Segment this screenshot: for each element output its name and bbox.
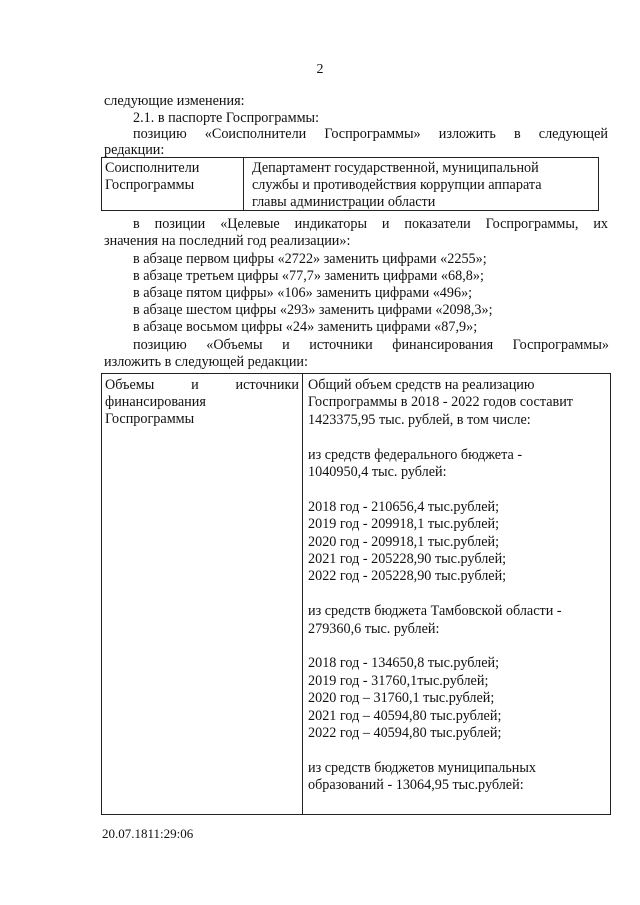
word: и bbox=[282, 337, 290, 353]
right-line: Департамент государственной, муниципальной bbox=[252, 160, 539, 176]
funding-line: 2020 год - 209918,1 тыс.рублей; bbox=[308, 533, 500, 550]
word: изложить bbox=[438, 126, 496, 142]
funding-line: Общий объем средств на реализацию bbox=[308, 377, 535, 393]
word: финансирования bbox=[392, 337, 494, 353]
footer-timestamp: 20.07.1811:29:06 bbox=[102, 826, 194, 841]
funding-line: 2021 год – 40594,80 тыс.рублей; bbox=[308, 707, 502, 724]
word: позицию bbox=[133, 337, 187, 353]
word: Объемы bbox=[105, 377, 155, 393]
funding-line: 279360,6 тыс. рублей: bbox=[308, 620, 440, 637]
intro-line: следующие изменения: bbox=[104, 93, 245, 109]
funding-left-cell bbox=[102, 374, 303, 814]
word: в bbox=[133, 216, 140, 232]
funding-line: 2022 год – 40594,80 тыс.рублей; bbox=[308, 725, 502, 741]
left-line: Госпрограммы bbox=[105, 177, 195, 193]
funding-table bbox=[101, 373, 611, 815]
item-2-1: 2.1. в паспорте Госпрограммы: bbox=[133, 110, 320, 126]
funding-line: 2018 год - 210656,4 тыс.рублей; bbox=[308, 498, 500, 515]
word: источники bbox=[235, 377, 299, 393]
funding-line: из средств федерального бюджета - bbox=[308, 446, 523, 463]
funding-line: 2022 год - 205228,90 тыс.рублей; bbox=[308, 568, 507, 585]
funding-line: 2019 год - 31760,1тыс.рублей; bbox=[308, 672, 489, 689]
indicator-item: в абзаце третьем цифры «77,7» заменить цифрами «68,8»; bbox=[133, 268, 484, 284]
funding-line: 2020 год – 31760,1 тыс.рублей; bbox=[308, 690, 495, 707]
word: позицию bbox=[133, 126, 187, 142]
position-co-executors-line1 bbox=[133, 126, 608, 142]
word: их bbox=[593, 216, 608, 232]
word: в bbox=[513, 126, 521, 142]
left-line bbox=[105, 377, 299, 393]
funding-line: из средств бюджетов муниципальных bbox=[308, 759, 537, 776]
left-line: Госпрограммы bbox=[105, 411, 195, 427]
word: Госпрограммы, bbox=[485, 216, 579, 232]
word: Госпрограммы» bbox=[324, 126, 421, 142]
funding-line: 2019 год - 209918,1 тыс.рублей; bbox=[308, 516, 500, 533]
funding-line: 2018 год - 134650,8 тыс.рублей; bbox=[308, 655, 500, 672]
right-line: службы и противодействия коррупции аппарата bbox=[252, 177, 542, 193]
word: позиции bbox=[154, 216, 206, 232]
position-co-executors-line2: редакции: bbox=[104, 142, 165, 158]
word: показатели bbox=[404, 216, 471, 232]
funding-line: из средств бюджета Тамбовской области - bbox=[308, 603, 562, 620]
indicators-line2: значения на последний год реализации»: bbox=[104, 233, 351, 249]
funding-line: 1040950,4 тыс. рублей: bbox=[308, 464, 447, 480]
position-funding-line2: изложить в следующей редакции: bbox=[104, 354, 308, 370]
word: индикаторы bbox=[294, 216, 367, 232]
indicator-item: в абзаце пятом цифры» «106» заменить цифрами «496»; bbox=[133, 285, 473, 301]
funding-line: 1423375,95 тыс. рублей, в том числе: bbox=[308, 411, 531, 428]
word: Госпрограммы» bbox=[512, 337, 609, 353]
co-executors-left-cell bbox=[102, 158, 244, 210]
word: следующей bbox=[538, 126, 608, 142]
left-line: финансирования bbox=[105, 394, 206, 410]
word: «Соисполнители bbox=[204, 126, 307, 142]
funding-line: Госпрограммы в 2018 - 2022 годов составит bbox=[308, 394, 573, 411]
indicator-item: в абзаце шестом цифры «293» заменить цифрами «2098,3»; bbox=[133, 302, 493, 318]
indicators-line1 bbox=[133, 216, 608, 232]
left-line: Соисполнители bbox=[105, 160, 200, 176]
co-executors-table bbox=[101, 157, 599, 211]
funding-line: 2021 год - 205228,90 тыс.рублей; bbox=[308, 551, 507, 567]
indicator-item: в абзаце первом цифры «2722» заменить цифрами «2255»; bbox=[133, 251, 487, 267]
word: и bbox=[381, 216, 390, 232]
word: источники bbox=[309, 337, 373, 353]
right-line: главы администрации области bbox=[252, 194, 436, 210]
word: и bbox=[191, 377, 199, 393]
position-funding-line1 bbox=[133, 337, 609, 353]
word: «Целевые bbox=[220, 216, 280, 232]
funding-line: образований - 13064,95 тыс.рублей: bbox=[308, 777, 524, 794]
indicator-item: в абзаце восьмом цифры «24» заменить цифрами «87,9»; bbox=[133, 319, 478, 335]
page-number: 2 bbox=[316, 62, 324, 77]
word: «Объемы bbox=[206, 337, 263, 353]
